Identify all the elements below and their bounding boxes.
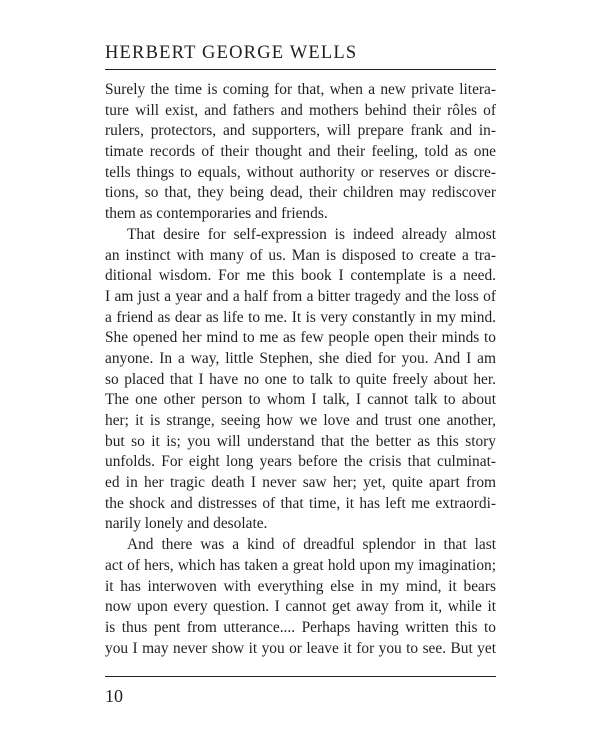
text-line: the shock and distresses of that time, it has left me extraordi- <box>105 494 496 512</box>
body-text <box>105 80 496 659</box>
header-rule <box>105 69 496 70</box>
text-line: ture will exist, and fathers and mothers behind their rôles of <box>105 101 496 119</box>
text-line: you I may never show it you or leave it for you to see. But yet <box>105 639 496 657</box>
text-line: anyone. In a way, little Stephen, she died for you. And I am <box>105 349 496 367</box>
page-number: 10 <box>105 686 123 706</box>
text-line: timate records of their thought and their feeling, told as one <box>105 143 496 161</box>
text-line: now upon every question. I cannot get away from it, while it <box>105 598 496 616</box>
text-line: I am just a year and a half from a bitter tragedy and the loss of <box>105 287 496 305</box>
text-line: is thus pent from utterance.... Perhaps having written this to <box>105 618 496 636</box>
text-line: And there was a kind of dreadful splendor in that last <box>127 536 496 554</box>
footer-rule <box>105 676 496 677</box>
text-line: it has interwoven with everything else in my mind, it bears <box>105 577 496 595</box>
text-line: That desire for self-expression is indeed already almost <box>127 225 496 243</box>
text-line: but so it is; you will understand that the better as this story <box>105 432 496 450</box>
text-line: tells things to equals, without authority or reserves or discre- <box>105 163 496 181</box>
text-line: ditional wisdom. For me this book I contemplate is a need. <box>105 267 496 285</box>
text-line: so placed that I have no one to talk to quite freely about her. <box>105 370 496 388</box>
text-line: tions, so that, they being dead, their children may rediscover <box>105 184 496 202</box>
text-line: act of hers, which has taken a great hold upon my imagination; <box>105 556 496 574</box>
text-line: rulers, protectors, and supporters, will prepare frank and in- <box>105 122 496 140</box>
text-line: narily lonely and desolate. <box>105 515 268 533</box>
text-line: She opened her mind to me as few people open their minds to <box>105 329 496 347</box>
text-line: Surely the time is coming for that, when a new private litera- <box>105 81 496 98</box>
text-line: ed in her tragic death I never saw her; yet, quite apart from <box>105 474 496 492</box>
text-line: a friend as dear as life to me. It is very constantly in my mind. <box>105 308 496 326</box>
text-line: her; it is strange, seeing how we love and trust one another, <box>105 412 496 429</box>
text-line: them as contemporaries and friends. <box>105 205 328 223</box>
text-line: unfolds. For eight long years before the crisis that culminat- <box>105 453 496 471</box>
text-line: The one other person to whom I talk, I cannot talk to about <box>105 391 496 409</box>
running-head-author: HERBERT GEORGE WELLS <box>105 43 358 63</box>
text-line: an instinct with many of us. Man is disposed to create a tra- <box>105 246 496 264</box>
